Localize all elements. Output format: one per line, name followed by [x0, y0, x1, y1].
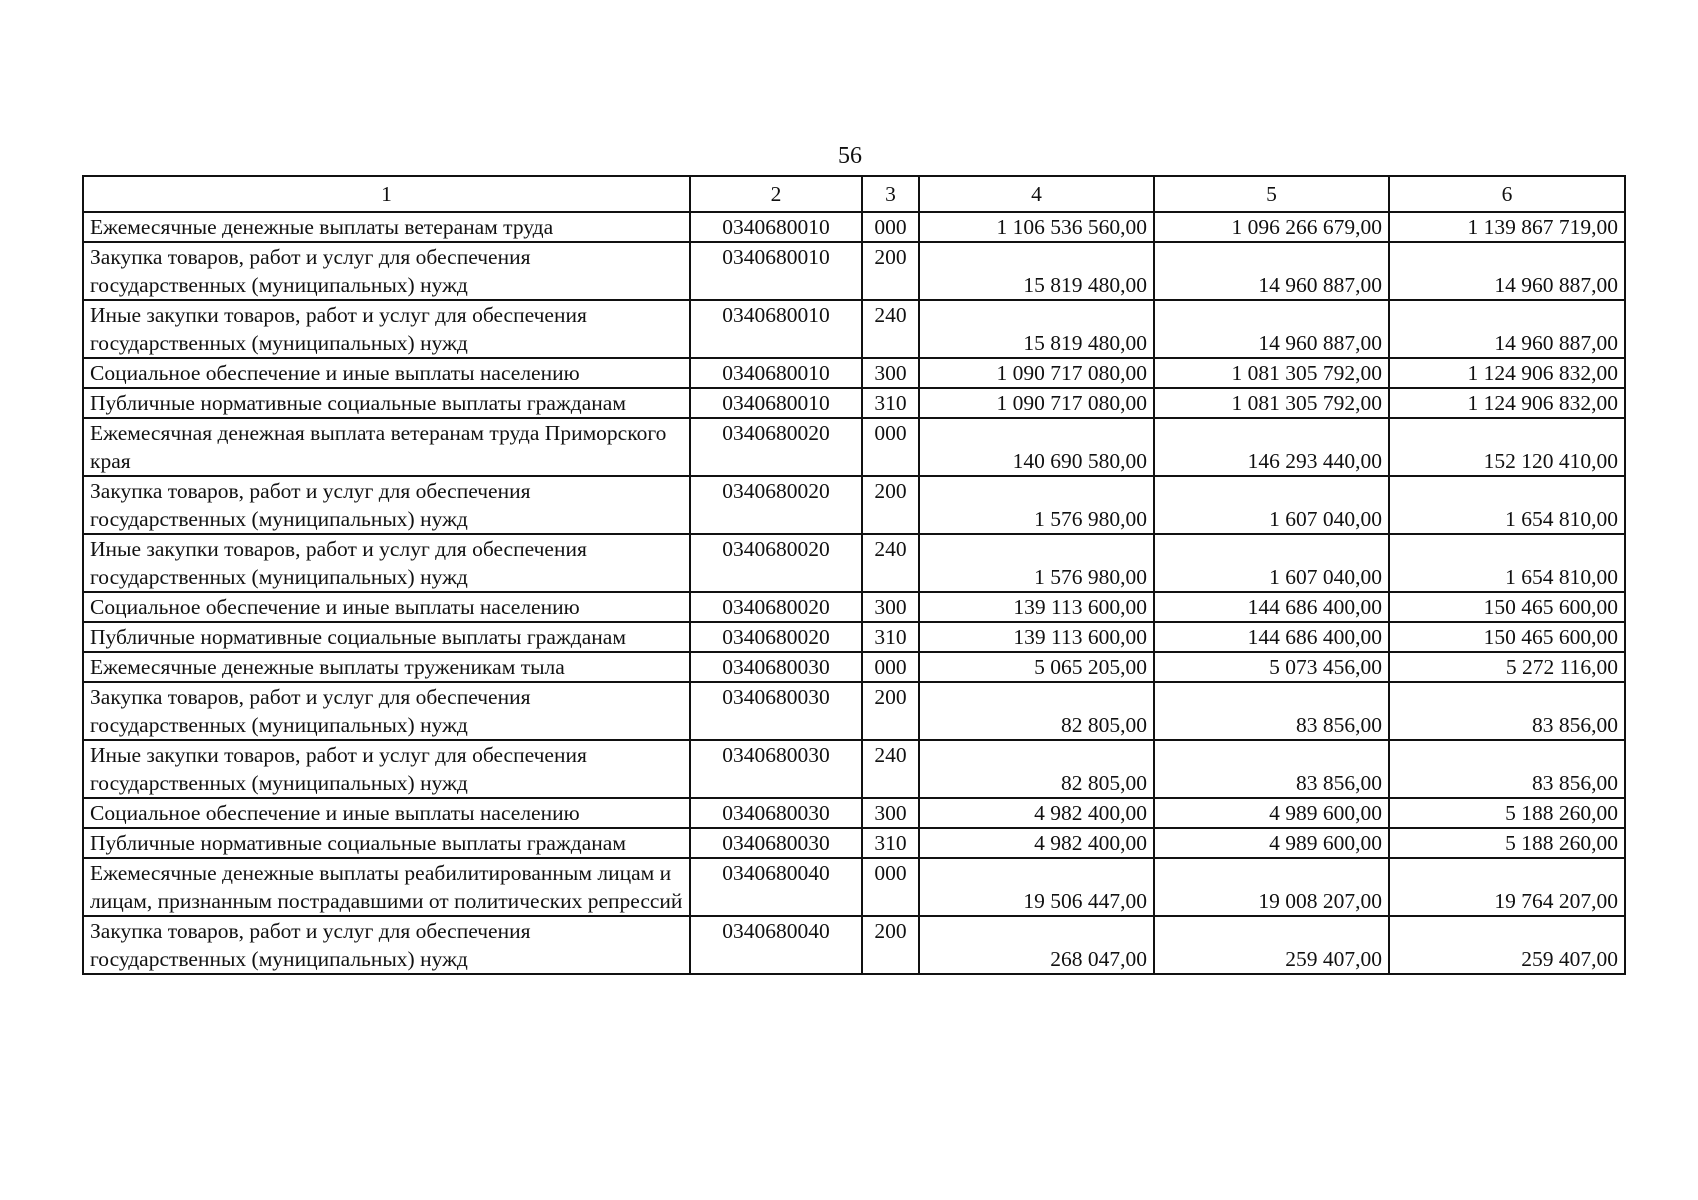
row-amount-col-5: 83 856,00 [1154, 740, 1389, 798]
row-target-article-code: 0340680030 [690, 740, 862, 798]
row-amount-col-6: 1 124 906 832,00 [1389, 388, 1625, 418]
row-amount-col-6: 150 465 600,00 [1389, 622, 1625, 652]
table-row [83, 476, 1625, 534]
row-target-article-code: 0340680020 [690, 418, 862, 476]
row-amount-col-5: 1 081 305 792,00 [1154, 388, 1389, 418]
table-row [83, 858, 1625, 916]
row-name: Ежемесячные денежные выплаты ветеранам труда [83, 212, 690, 242]
row-target-article-code: 0340680040 [690, 858, 862, 916]
row-amount-col-4: 4 982 400,00 [919, 798, 1154, 828]
row-amount-col-4: 4 982 400,00 [919, 828, 1154, 858]
table-row [83, 652, 1625, 682]
row-amount-col-5: 1 607 040,00 [1154, 534, 1389, 592]
row-target-article-code: 0340680020 [690, 534, 862, 592]
row-amount-col-4: 1 090 717 080,00 [919, 358, 1154, 388]
row-amount-col-5: 146 293 440,00 [1154, 418, 1389, 476]
row-expense-type-code: 300 [862, 592, 919, 622]
row-amount-col-5: 1 081 305 792,00 [1154, 358, 1389, 388]
row-amount-col-4: 139 113 600,00 [919, 622, 1154, 652]
table-row [83, 916, 1625, 974]
row-name: Закупка товаров, работ и услуг для обеспечения государственных (муниципальных) нужд [83, 476, 690, 534]
row-amount-col-4: 82 805,00 [919, 682, 1154, 740]
row-name: Закупка товаров, работ и услуг для обеспечения государственных (муниципальных) нужд [83, 682, 690, 740]
row-amount-col-6: 259 407,00 [1389, 916, 1625, 974]
row-amount-col-4: 1 106 536 560,00 [919, 212, 1154, 242]
table-row [83, 212, 1625, 242]
row-amount-col-6: 83 856,00 [1389, 740, 1625, 798]
row-name: Публичные нормативные социальные выплаты гражданам [83, 828, 690, 858]
header-col-5: 5 [1154, 176, 1389, 212]
row-target-article-code: 0340680030 [690, 682, 862, 740]
row-amount-col-6: 14 960 887,00 [1389, 242, 1625, 300]
row-amount-col-5: 14 960 887,00 [1154, 242, 1389, 300]
row-target-article-code: 0340680010 [690, 242, 862, 300]
row-amount-col-4: 139 113 600,00 [919, 592, 1154, 622]
row-amount-col-4: 82 805,00 [919, 740, 1154, 798]
row-amount-col-6: 14 960 887,00 [1389, 300, 1625, 358]
table-row [83, 622, 1625, 652]
row-amount-col-6: 1 124 906 832,00 [1389, 358, 1625, 388]
table-row [83, 242, 1625, 300]
row-amount-col-4: 268 047,00 [919, 916, 1154, 974]
row-expense-type-code: 310 [862, 828, 919, 858]
row-amount-col-6: 19 764 207,00 [1389, 858, 1625, 916]
row-name: Социальное обеспечение и иные выплаты населению [83, 358, 690, 388]
row-target-article-code: 0340680010 [690, 358, 862, 388]
table-row [83, 300, 1625, 358]
row-target-article-code: 0340680020 [690, 622, 862, 652]
table-row [83, 358, 1625, 388]
row-amount-col-6: 5 272 116,00 [1389, 652, 1625, 682]
row-expense-type-code: 000 [862, 212, 919, 242]
row-expense-type-code: 200 [862, 242, 919, 300]
row-name: Закупка товаров, работ и услуг для обеспечения государственных (муниципальных) нужд [83, 242, 690, 300]
row-expense-type-code: 200 [862, 682, 919, 740]
row-amount-col-5: 1 096 266 679,00 [1154, 212, 1389, 242]
row-name: Социальное обеспечение и иные выплаты населению [83, 798, 690, 828]
row-target-article-code: 0340680010 [690, 388, 862, 418]
table-row [83, 798, 1625, 828]
header-row [83, 176, 1625, 212]
table-row [83, 388, 1625, 418]
row-amount-col-4: 19 506 447,00 [919, 858, 1154, 916]
row-name: Ежемесячные денежные выплаты реабилитированным лицам и лицам, признанным пострадавшими от политических репрессий [83, 858, 690, 916]
row-expense-type-code: 000 [862, 858, 919, 916]
row-amount-col-6: 1 654 810,00 [1389, 534, 1625, 592]
row-amount-col-6: 1 139 867 719,00 [1389, 212, 1625, 242]
row-expense-type-code: 240 [862, 534, 919, 592]
row-amount-col-5: 83 856,00 [1154, 682, 1389, 740]
header-col-6: 6 [1389, 176, 1625, 212]
row-amount-col-5: 259 407,00 [1154, 916, 1389, 974]
row-target-article-code: 0340680020 [690, 476, 862, 534]
row-amount-col-4: 15 819 480,00 [919, 242, 1154, 300]
header-col-1: 1 [83, 176, 690, 212]
row-amount-col-4: 15 819 480,00 [919, 300, 1154, 358]
row-name: Иные закупки товаров, работ и услуг для обеспечения государственных (муниципальных) нужд [83, 300, 690, 358]
row-amount-col-5: 4 989 600,00 [1154, 828, 1389, 858]
row-expense-type-code: 000 [862, 418, 919, 476]
page-number: 56 [838, 143, 862, 169]
row-amount-col-6: 150 465 600,00 [1389, 592, 1625, 622]
row-expense-type-code: 200 [862, 916, 919, 974]
row-amount-col-4: 1 576 980,00 [919, 476, 1154, 534]
row-target-article-code: 0340680010 [690, 300, 862, 358]
row-name: Ежемесячные денежные выплаты труженикам тыла [83, 652, 690, 682]
row-amount-col-4: 1 090 717 080,00 [919, 388, 1154, 418]
row-amount-col-5: 19 008 207,00 [1154, 858, 1389, 916]
row-amount-col-5: 5 073 456,00 [1154, 652, 1389, 682]
table-row [83, 740, 1625, 798]
row-target-article-code: 0340680010 [690, 212, 862, 242]
row-amount-col-5: 144 686 400,00 [1154, 622, 1389, 652]
header-col-4: 4 [919, 176, 1154, 212]
table-row [83, 418, 1625, 476]
row-target-article-code: 0340680030 [690, 798, 862, 828]
table-row [83, 682, 1625, 740]
table-row [83, 828, 1625, 858]
row-amount-col-6: 152 120 410,00 [1389, 418, 1625, 476]
row-amount-col-5: 144 686 400,00 [1154, 592, 1389, 622]
row-expense-type-code: 200 [862, 476, 919, 534]
row-name: Иные закупки товаров, работ и услуг для обеспечения государственных (муниципальных) нужд [83, 740, 690, 798]
row-name: Закупка товаров, работ и услуг для обеспечения государственных (муниципальных) нужд [83, 916, 690, 974]
row-expense-type-code: 310 [862, 388, 919, 418]
row-target-article-code: 0340680030 [690, 828, 862, 858]
row-name: Публичные нормативные социальные выплаты гражданам [83, 388, 690, 418]
row-amount-col-5: 1 607 040,00 [1154, 476, 1389, 534]
row-name: Ежемесячная денежная выплата ветеранам труда Приморского края [83, 418, 690, 476]
row-target-article-code: 0340680030 [690, 652, 862, 682]
table-row [83, 592, 1625, 622]
row-amount-col-6: 1 654 810,00 [1389, 476, 1625, 534]
row-expense-type-code: 240 [862, 740, 919, 798]
row-expense-type-code: 310 [862, 622, 919, 652]
row-amount-col-6: 5 188 260,00 [1389, 798, 1625, 828]
row-amount-col-4: 1 576 980,00 [919, 534, 1154, 592]
row-amount-col-5: 4 989 600,00 [1154, 798, 1389, 828]
header-col-3: 3 [862, 176, 919, 212]
row-name: Публичные нормативные социальные выплаты гражданам [83, 622, 690, 652]
row-amount-col-5: 14 960 887,00 [1154, 300, 1389, 358]
table-row [83, 534, 1625, 592]
row-amount-col-6: 83 856,00 [1389, 682, 1625, 740]
row-expense-type-code: 240 [862, 300, 919, 358]
row-name: Иные закупки товаров, работ и услуг для обеспечения государственных (муниципальных) нужд [83, 534, 690, 592]
row-expense-type-code: 000 [862, 652, 919, 682]
row-target-article-code: 0340680040 [690, 916, 862, 974]
row-target-article-code: 0340680020 [690, 592, 862, 622]
row-amount-col-4: 5 065 205,00 [919, 652, 1154, 682]
row-name: Социальное обеспечение и иные выплаты населению [83, 592, 690, 622]
header-col-2: 2 [690, 176, 862, 212]
row-amount-col-4: 140 690 580,00 [919, 418, 1154, 476]
budget-table [82, 175, 1626, 975]
table-body [83, 212, 1625, 974]
row-amount-col-6: 5 188 260,00 [1389, 828, 1625, 858]
row-expense-type-code: 300 [862, 358, 919, 388]
row-expense-type-code: 300 [862, 798, 919, 828]
